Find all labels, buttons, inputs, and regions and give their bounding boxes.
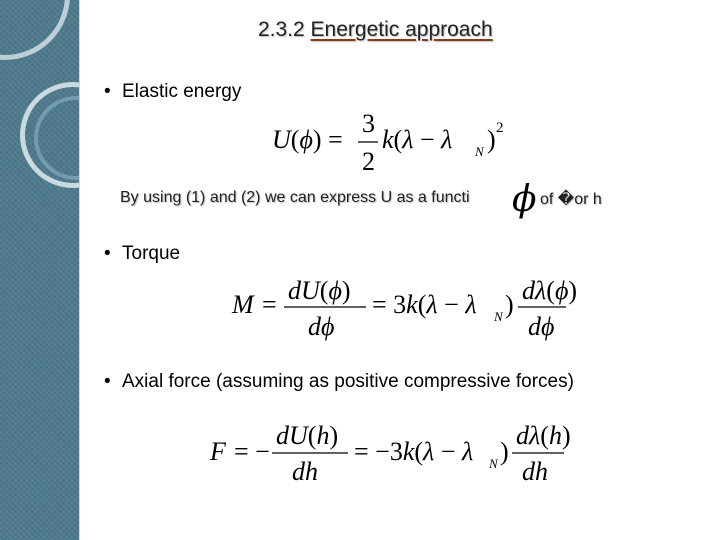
svg-text:M: M xyxy=(232,290,254,319)
slide-title xyxy=(258,18,493,42)
bullet-label: Torque xyxy=(122,243,181,264)
svg-text:2: 2 xyxy=(362,147,375,176)
sidebar-divider xyxy=(79,0,80,540)
svg-text:dU(h): dU(h) xyxy=(276,421,339,450)
bullet-torque xyxy=(104,243,180,265)
svg-text:N: N xyxy=(475,144,484,159)
note-phi-symbol: ϕ xyxy=(512,179,537,220)
svg-text:3: 3 xyxy=(362,109,375,138)
svg-text:): ) xyxy=(487,125,496,154)
svg-text:dU(ϕ): dU(ϕ) xyxy=(288,276,351,305)
svg-text:=: = xyxy=(262,290,277,319)
svg-text:dϕ: dϕ xyxy=(308,312,335,341)
svg-text:dλ(ϕ): dλ(ϕ) xyxy=(522,276,578,305)
bullet-elastic-energy xyxy=(104,81,241,103)
note-text: By using (1) and (2) we can express U as a functi xyxy=(120,189,470,206)
svg-text:U(ϕ) =: U(ϕ) = xyxy=(272,125,343,154)
bullet-label: Elastic energy xyxy=(122,81,242,102)
svg-text:N: N xyxy=(489,456,498,471)
svg-text:= 3k(λ − λ: = 3k(λ − λ xyxy=(372,290,477,319)
equation-axial-force xyxy=(208,418,578,488)
svg-text:= −3k(λ − λ: = −3k(λ − λ xyxy=(354,437,474,466)
svg-text:): ) xyxy=(500,437,509,466)
svg-text:2: 2 xyxy=(496,120,504,136)
title-number: 2.3.2 xyxy=(258,18,311,41)
svg-text:dϕ: dϕ xyxy=(528,312,555,341)
svg-text:dλ(h): dλ(h) xyxy=(516,421,571,450)
svg-text:dh: dh xyxy=(522,457,548,486)
title-text: Energetic approach xyxy=(310,18,493,41)
bullet-dot: • xyxy=(104,81,111,102)
bullet-dot: • xyxy=(104,243,111,264)
svg-text:dh: dh xyxy=(292,457,318,486)
svg-text:N: N xyxy=(494,309,503,324)
svg-text:): ) xyxy=(505,290,514,319)
bullet-dot: • xyxy=(104,371,111,392)
svg-text:= −: = − xyxy=(234,437,270,466)
svg-text:k(λ − λ: k(λ − λ xyxy=(382,125,453,154)
bullet-axial-force xyxy=(104,371,574,393)
note-tail-text: of �or h xyxy=(540,191,602,208)
ring-decoration xyxy=(0,0,70,60)
svg-text:F: F xyxy=(210,437,226,466)
equation-elastic-energy xyxy=(270,110,510,180)
equation-torque xyxy=(230,275,578,345)
bullet-label: Axial force (assuming as positive compressive forces) xyxy=(122,371,574,392)
decorative-sidebar xyxy=(0,0,79,540)
